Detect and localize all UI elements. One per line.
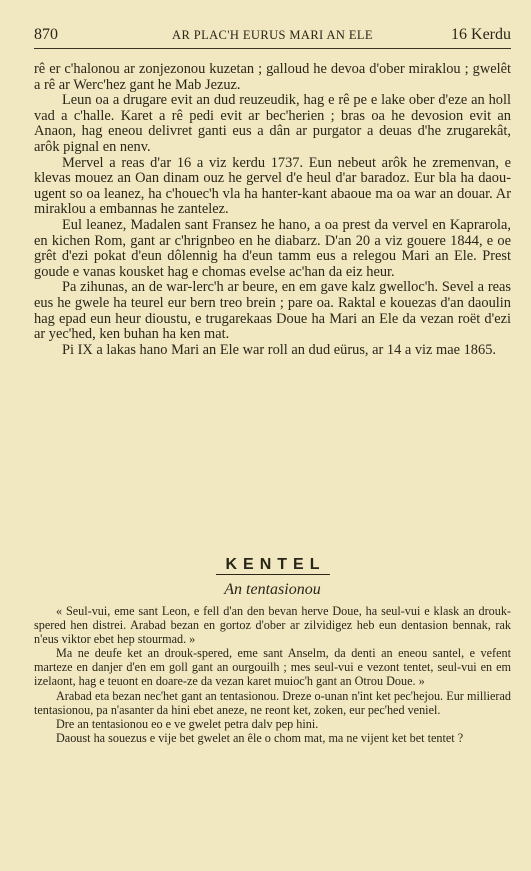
main-text — [34, 62, 511, 358]
page-header — [34, 26, 511, 48]
header-rule — [34, 48, 511, 49]
paragraph: Pa zihunas, an de war-lerc'h ar beure, en em gave kalz gwelloc'h. Sevel a reas eus he gwele ha teurel eur bern treo brein ; pare oa. Raktal e kouezas d'an daoulin hag epad eun heur dioustu, e trugarekaas Doue ha Mari an Ele da vezan roët d'ezi ar yec'hed, ken buhan ha ken mat. — [34, 279, 511, 343]
lesson-paragraph: Daoust ha souezus e vije bet gwelet an êle o chom mat, ma ne vijent ket bet tentet ? — [56, 730, 464, 745]
lesson-text — [34, 604, 511, 745]
running-title: AR PLAC'H EURUS MARI AN ELE — [172, 28, 373, 42]
section-title-block — [34, 556, 511, 599]
paragraph: Leun oa a drugare evit an dud reuzeudik, hag e rê pe e lake ober d'eze an holl vad a c'halle. Karet a rê pedi evit ar bec'herien ; bras oa he devosion evit an Anaon, hag eneou delivret ganti eus a dân ar purgator a deuas d'he zrugarekât, arôk pignal en nenv. — [34, 92, 511, 155]
section-heading: KENTEL — [216, 556, 330, 575]
header-date: 16 Kerdu — [451, 26, 511, 43]
paragraph: Pi IX a lakas hano Mari an Ele war roll an dud eürus, ar 14 a viz mae 1865. — [62, 341, 496, 358]
page-number: 870 — [34, 26, 58, 43]
lesson-paragraph: « Seul-vui, eme sant Leon, e fell d'an den bevan herve Doue, ha seul-vui e klask an drouk-spered hen distrei. Arabad bezan en gortoz d'ober ar zilvidigez heb eun dentasion bennak, rak n'eus viktor ebet hep stourmad. » — [34, 604, 511, 647]
paragraph: rê er c'halonou ar zonjezonou kuzetan ; galloud he devoa d'ober miraklou ; gwelêt a rê ar Werc'hez gant he Mab Jezuz. — [34, 61, 511, 93]
section-subtitle: An tentasionou — [224, 581, 321, 598]
lesson-paragraph: Dre an tentasionou eo e ve gwelet petra dalv pep hini. — [56, 716, 319, 731]
paragraph: Eul leanez, Madalen sant Fransez he hano, a oa prest da vervel en Kaprarola, en kichen Rom, gant ar c'hrignbeo en he diabarz. D'an 20 a viz gouere 1844, e oe grêt d'ezi pokat d'eun dôlennig ha d'eun tamm eus a relegou Mari an Ele. Prest goude e vanas kousket hag e chomas evelse ac'han da eiz heur. — [34, 216, 511, 280]
lesson-paragraph: Ma ne deufe ket an drouk-spered, eme sant Anselm, da denti an eneou santel, e vefent marteze en danjer d'en em goll gant an ourgouilh ; mes seul-vui e vezont tentet, seul-vui en em izelaont, hag e teuont en doare-ze da vezan karet muioc'h gant an Otrou Doue. » — [34, 646, 511, 689]
paragraph: Mervel a reas d'ar 16 a viz kerdu 1737. Eun nebeut arôk he zremenvan, e klevas mouez an Oan dinam ouz he gervel d'e heul d'ar baradoz. Eur bla ha daou-ugent so oa leanez, ha c'houec'h vla ha hanter-kant abaoue ma oa war an douar. Ar miraklou a embannas he zantelez. — [34, 154, 511, 218]
lesson-paragraph: Arabad eta bezan nec'het gant an tentasionou. Dreze o-unan n'int ket pec'hejou. Eur millierad tentasionou, pa n'asanter da hini ebet aneze, ne reont ket, zoken, eur pec'hed veniel. — [34, 688, 511, 717]
